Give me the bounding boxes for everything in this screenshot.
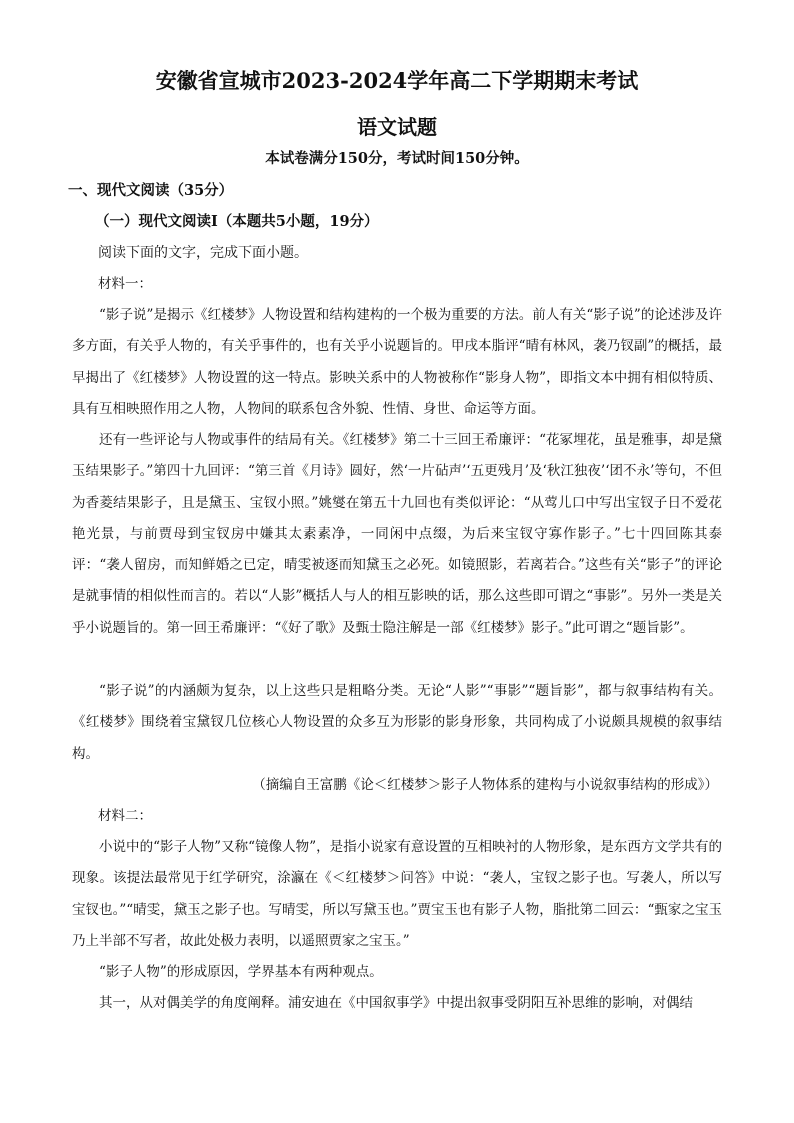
document-subtitle: 语文试题	[357, 115, 437, 139]
material-1-paragraph: “影子说”的内涵颇为复杂，以上这些只是粗略分类。无论“人影”“事影”“题旨影”，都与叙事结构有关。《红楼梦》围绕着宝黛钗几位核心人物设置的众多互为形影的影身形象，共同构成了小说颇具规模的叙事结构。	[72, 683, 722, 762]
material-2-label: 材料二：	[98, 808, 152, 824]
material-2-paragraph: “影子人物”的形成原因，学界基本有两种观点。	[99, 964, 383, 980]
material-2-paragraph: 其一，从对偶美学的角度阐释。浦安迪在《中国叙事学》中提出叙事受阴阳互补思维的影响，对偶结	[99, 995, 693, 1011]
section-heading: 一、现代文阅读（35分）	[68, 182, 234, 199]
material-1-paragraph: “影子说”是揭示《红楼梦》人物设置和结构建构的一个极为重要的方法。前人有关“影子说”的论述涉及许多方面，有关乎人物的，有关乎事件的，也有关乎小说题旨的。甲戌本脂评“晴有林风，袭乃钗副”的概括，最早揭出了《红楼梦》人物设置的这一特点。影映关系中的人物被称作“影身人物”，即指文本中拥有相似特质、具有互相映照作用之人物，人物间的联系包含外貌、性情、身世、命运等方面。	[72, 307, 722, 417]
material-1-label: 材料一：	[98, 276, 152, 292]
exam-info: 本试卷满分150分，考试时间150分钟。	[265, 150, 529, 167]
reading-instruction: 阅读下面的文字，完成下面小题。	[98, 245, 308, 261]
material-1-source: （摘编自王富鹏《论＜红楼梦＞影子人物体系的建构与小说叙事结构的形成》）	[252, 777, 718, 793]
material-2-paragraph: 小说中的“影子人物”又称“镜像人物”，是指小说家有意设置的互相映衬的人物形象，是东西方文学共有的现象。该提法最常见于红学研究，涂瀛在《＜红楼梦＞问答》中说：“袭人，宝钗之影子也。写袭人，所以写宝钗也。”“晴雯，黛玉之影子也。写晴雯，所以写黛玉也。”贾宝玉也有影子人物，脂批第二回云：“甄家之宝玉乃上半部不写者，故此处极力表明，以遥照贾家之宝玉。”	[72, 839, 722, 949]
subsection-heading: （一）现代文阅读Ⅰ（本题共5小题，19分）	[95, 213, 379, 230]
document-title: 安徽省宣城市2023-2024学年高二下学期期末考试	[155, 68, 639, 93]
material-1-paragraph: 还有一些评论与人物或事件的结局有关。《红楼梦》第二十三回王希廉评：“花冢埋花，虽是雅事，却是黛玉结果影子。”第四十九回评：“第三首《月诗》圆好，然‘一片砧声’‘五更残月’及‘秋江独夜’‘团不永’等句，不但为香菱结果影子，且是黛玉、宝钗小照。”姚燮在第五十九回也有类似评论：“从莺儿口中写出宝钗子日不爱花艳光景，与前贾母到宝钗房中嫌其太素素净，一同闲中点缀，为后来宝钗守寡作影子。”七十四回陈其泰评：“袭人留房，而知鲜婚之已定，晴雯被逐而知黛玉之必死。如镜照影，若离若合。”这些有关“影子”的评论是就事情的相似性而言的。若以“人影”概括人与人的相互影映的话，那么这些即可谓之“事影”。另外一类是关乎小说题旨的。第一回王希廉评：“《好了歌》及甄士隐注解是一部《红楼梦》影子。”此可谓之“题旨影”。	[72, 432, 722, 636]
